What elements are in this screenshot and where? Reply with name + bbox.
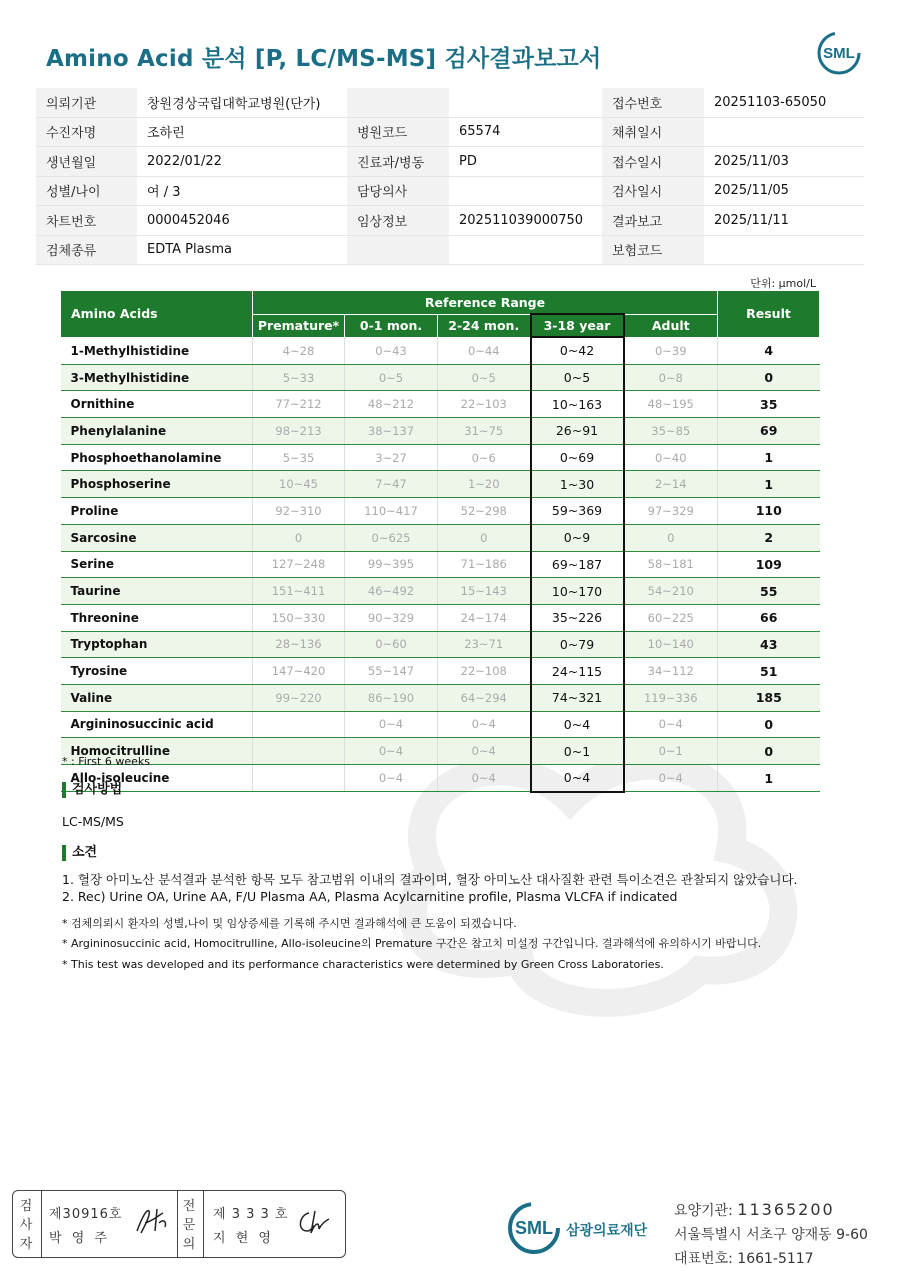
reference-range-cell: 24~115 <box>531 658 624 685</box>
info-row <box>36 88 864 117</box>
reference-range-cell: 0~4 <box>624 711 718 738</box>
info-row <box>36 117 864 147</box>
info-label: 의뢰기관 <box>36 88 137 117</box>
info-label <box>347 235 449 265</box>
amino-acid-name: Tryptophan <box>61 631 253 658</box>
table-row <box>61 604 820 631</box>
doctor-number: 제 3 3 3 호 <box>213 1207 289 1222</box>
table-row <box>61 738 820 765</box>
reference-range-cell: 2~14 <box>624 471 718 498</box>
table-row <box>61 418 820 445</box>
result-cell: 69 <box>718 418 820 445</box>
reference-range-cell: 23~71 <box>438 631 531 658</box>
info-label: 병원코드 <box>347 117 449 147</box>
info-label: 결과보고 <box>602 206 704 236</box>
footer-org-name: 삼광의료재단 <box>566 1223 648 1239</box>
footer-info <box>674 1198 868 1271</box>
reference-range-cell: 92~310 <box>253 498 345 525</box>
reference-range-cell: 0 <box>624 524 718 551</box>
reference-range-cell: 0~6 <box>438 444 531 471</box>
result-cell: 55 <box>718 578 820 605</box>
table-row <box>61 524 820 551</box>
footer-logo <box>508 1200 668 1264</box>
reference-range-cell: 0~9 <box>531 524 624 551</box>
reference-range-cell: 64~294 <box>438 684 531 711</box>
result-cell: 110 <box>718 498 820 525</box>
info-value: 2025/11/03 <box>704 147 864 177</box>
info-label: 담당의사 <box>347 176 449 206</box>
reference-range-cell: 48~212 <box>345 391 438 418</box>
reference-range-cell: 0~4 <box>624 765 718 792</box>
reference-range-cell: 150~330 <box>253 604 345 631</box>
table-row <box>61 711 820 738</box>
reference-range-cell: 10~170 <box>531 578 624 605</box>
result-cell: 0 <box>718 364 820 391</box>
doctor-name: 지 현 영 <box>213 1231 274 1246</box>
reference-range-cell: 59~369 <box>531 498 624 525</box>
result-cell: 109 <box>718 551 820 578</box>
table-row <box>61 658 820 685</box>
amino-acid-name: Sarcosine <box>61 524 253 551</box>
header-result: Result <box>718 291 820 338</box>
reference-range-cell: 1~30 <box>531 471 624 498</box>
reference-range-cell: 0~1 <box>624 738 718 765</box>
reference-range-cell: 46~492 <box>345 578 438 605</box>
header-3-18-year: 3-18 year <box>531 314 624 337</box>
table-row <box>61 765 820 792</box>
reference-range-cell: 119~336 <box>624 684 718 711</box>
reference-range-cell: 10~140 <box>624 631 718 658</box>
amino-acid-name: Tyrosine <box>61 658 253 685</box>
reference-range-cell: 110~417 <box>345 498 438 525</box>
reference-range-cell: 0~43 <box>345 337 438 364</box>
reference-range-cell: 0 <box>438 524 531 551</box>
reference-range-cell: 127~248 <box>253 551 345 578</box>
reference-range-cell: 55~147 <box>345 658 438 685</box>
amino-acid-name: Phosphoethanolamine <box>61 444 253 471</box>
reference-range-cell: 0~4 <box>438 765 531 792</box>
amino-acid-name: Phenylalanine <box>61 418 253 445</box>
reference-range-cell: 5~35 <box>253 444 345 471</box>
amino-acid-name: 3-Methylhistidine <box>61 364 253 391</box>
sml-logo-icon <box>816 30 862 76</box>
reference-range-cell <box>253 765 345 792</box>
result-cell: 1 <box>718 444 820 471</box>
reference-range-cell: 58~181 <box>624 551 718 578</box>
info-row <box>36 147 864 177</box>
reference-range-cell: 24~174 <box>438 604 531 631</box>
table-row <box>61 337 820 364</box>
info-value <box>449 88 602 117</box>
reference-range-cell: 151~411 <box>253 578 345 605</box>
reference-range-cell: 26~91 <box>531 418 624 445</box>
reference-range-cell: 98~213 <box>253 418 345 445</box>
header-0-1-mon: 0-1 mon. <box>345 314 438 337</box>
info-row <box>36 176 864 206</box>
doctor-label: 전문의 <box>182 1199 196 1252</box>
reference-range-cell: 7~47 <box>345 471 438 498</box>
reference-range-cell: 0~60 <box>345 631 438 658</box>
footer-code: 11365200 <box>737 1200 835 1219</box>
reference-range-cell: 0~5 <box>345 364 438 391</box>
reference-range-cell: 48~195 <box>624 391 718 418</box>
info-value: 2025/11/11 <box>704 206 864 236</box>
reference-range-cell: 10~163 <box>531 391 624 418</box>
amino-acid-name: Taurine <box>61 578 253 605</box>
table-row <box>61 578 820 605</box>
report-title: Amino Acid 분석 [P, LC/MS-MS] 검사결과보고서 <box>46 46 602 72</box>
logo-text: SML <box>823 45 855 62</box>
info-value: EDTA Plasma <box>137 235 347 265</box>
reference-range-cell: 77~212 <box>253 391 345 418</box>
amino-acid-name: Proline <box>61 498 253 525</box>
reference-range-cell: 1~20 <box>438 471 531 498</box>
reference-range-cell: 35~226 <box>531 604 624 631</box>
footnote: * : First 6 weeks <box>62 755 150 768</box>
reference-range-cell: 147~420 <box>253 658 345 685</box>
result-cell: 66 <box>718 604 820 631</box>
reference-range-cell: 69~187 <box>531 551 624 578</box>
info-value: 202511039000750 <box>449 206 602 236</box>
amino-acid-name: Serine <box>61 551 253 578</box>
info-label: 임상정보 <box>347 206 449 236</box>
reference-range-cell: 74~321 <box>531 684 624 711</box>
reference-range-cell: 3~27 <box>345 444 438 471</box>
amino-acid-name: Homocitrulline <box>61 738 253 765</box>
reference-range-cell: 15~143 <box>438 578 531 605</box>
table-row <box>61 444 820 471</box>
reference-range-cell: 0~625 <box>345 524 438 551</box>
result-cell: 2 <box>718 524 820 551</box>
table-row <box>61 551 820 578</box>
footer-phone: 1661-5117 <box>737 1251 814 1267</box>
info-label: 보험코드 <box>602 235 704 265</box>
reference-range-cell: 0~4 <box>531 711 624 738</box>
reference-range-cell: 86~190 <box>345 684 438 711</box>
reference-range-cell: 38~137 <box>345 418 438 445</box>
reference-range-cell: 0~4 <box>438 738 531 765</box>
tester-signature-icon <box>133 1205 173 1237</box>
result-cell: 185 <box>718 684 820 711</box>
reference-range-cell: 52~298 <box>438 498 531 525</box>
tester-label: 검사자 <box>19 1199 33 1252</box>
unit-label: 단위: μmol/L <box>750 277 816 290</box>
amino-acid-name: Threonine <box>61 604 253 631</box>
reference-range-cell: 0~5 <box>438 364 531 391</box>
reference-range-cell: 0~8 <box>624 364 718 391</box>
header-adult: Adult <box>624 314 718 337</box>
reference-range-cell: 71~186 <box>438 551 531 578</box>
info-label: 성별/나이 <box>36 176 137 206</box>
info-label: 수진자명 <box>36 117 137 147</box>
reference-range-cell: 99~220 <box>253 684 345 711</box>
result-cell: 43 <box>718 631 820 658</box>
reference-range-cell: 0~42 <box>531 337 624 364</box>
reference-range-cell: 90~329 <box>345 604 438 631</box>
reference-range-cell: 0~79 <box>531 631 624 658</box>
amino-acid-name: Allo-isoleucine <box>61 765 253 792</box>
info-label <box>347 88 449 117</box>
table-row <box>61 364 820 391</box>
reference-range-cell: 0~4 <box>531 765 624 792</box>
method-section-title: 검사방법 <box>62 782 122 798</box>
info-label: 접수번호 <box>602 88 704 117</box>
reference-range-cell: 28~136 <box>253 631 345 658</box>
header-premature: Premature* <box>253 314 345 337</box>
info-label: 생년월일 <box>36 147 137 177</box>
reference-range-cell: 0 <box>253 524 345 551</box>
info-value: PD <box>449 147 602 177</box>
reference-range-cell: 34~112 <box>624 658 718 685</box>
reference-range-cell: 22~108 <box>438 658 531 685</box>
tester-number: 제30916호 <box>49 1207 123 1222</box>
opinion-section-title: 소견 <box>62 845 97 861</box>
reference-range-cell: 0~4 <box>345 765 438 792</box>
reference-range-cell: 0~40 <box>624 444 718 471</box>
reference-range-cell: 0~44 <box>438 337 531 364</box>
info-value: 2025/11/05 <box>704 176 864 206</box>
info-label: 차트번호 <box>36 206 137 236</box>
amino-acid-table <box>60 290 820 793</box>
sml-footer-logo-icon <box>508 1200 668 1260</box>
info-label: 진료과/병동 <box>347 147 449 177</box>
reference-range-cell: 5~33 <box>253 364 345 391</box>
info-value <box>704 235 864 265</box>
info-label: 접수일시 <box>602 147 704 177</box>
info-label: 검사일시 <box>602 176 704 206</box>
footer-address: 서울특별시 서초구 양재동 9-60 <box>674 1227 868 1243</box>
tester-name: 박 영 주 <box>49 1231 110 1246</box>
info-value <box>704 117 864 147</box>
table-row <box>61 471 820 498</box>
result-cell: 0 <box>718 711 820 738</box>
info-row <box>36 235 864 265</box>
table-row <box>61 498 820 525</box>
footer-phone-label: 대표번호: <box>674 1251 733 1267</box>
reference-range-cell: 99~395 <box>345 551 438 578</box>
table-row <box>61 684 820 711</box>
reference-range-cell: 35~85 <box>624 418 718 445</box>
info-value: 여 / 3 <box>137 176 347 206</box>
reference-range-cell: 0~69 <box>531 444 624 471</box>
info-value: 2022/01/22 <box>137 147 347 177</box>
header-2-24-mon: 2-24 mon. <box>438 314 531 337</box>
amino-acid-name: Phosphoserine <box>61 471 253 498</box>
opinion-line-2: 2. Rec) Urine OA, Urine AA, F/U Plasma AA, Plasma Acylcarnitine profile, Plasma VLCFA if indicated <box>62 889 678 904</box>
reference-range-cell: 4~28 <box>253 337 345 364</box>
note-1: * 검체의뢰시 환자의 성별,나이 및 임상증세를 기록해 주시면 결과해석에 큰 도움이 되겠습니다. <box>62 917 517 930</box>
result-cell: 1 <box>718 765 820 792</box>
reference-range-cell: 0~39 <box>624 337 718 364</box>
amino-acid-name: 1-Methylhistidine <box>61 337 253 364</box>
patient-info-table <box>36 88 864 265</box>
doctor-signature-icon <box>295 1207 339 1237</box>
info-label: 채취일시 <box>602 117 704 147</box>
footer-code-label: 요양기관: <box>674 1203 733 1219</box>
result-cell: 4 <box>718 337 820 364</box>
note-3: * This test was developed and its performance characteristics were determined by Green Cross Laboratories. <box>62 958 664 971</box>
info-value <box>449 176 602 206</box>
reference-range-cell: 60~225 <box>624 604 718 631</box>
amino-acid-name: Ornithine <box>61 391 253 418</box>
amino-acid-name: Valine <box>61 684 253 711</box>
reference-range-cell: 0~4 <box>438 711 531 738</box>
result-cell: 1 <box>718 471 820 498</box>
reference-range-cell: 10~45 <box>253 471 345 498</box>
info-value: 20251103-65050 <box>704 88 864 117</box>
info-value <box>449 235 602 265</box>
opinion-line-1: 1. 혈장 아미노산 분석결과 분석한 항목 모두 참고범위 이내의 결과이며, 혈장 아미노산 대사질환 관련 특이소견은 관찰되지 않았습니다. <box>62 872 798 887</box>
info-row <box>36 206 864 236</box>
table-row <box>61 631 820 658</box>
table-row <box>61 391 820 418</box>
reference-range-cell <box>253 738 345 765</box>
header-reference-range: Reference Range <box>253 291 718 315</box>
reference-range-cell: 97~329 <box>624 498 718 525</box>
info-value: 65574 <box>449 117 602 147</box>
reference-range-cell: 22~103 <box>438 391 531 418</box>
info-value: 조하린 <box>137 117 347 147</box>
reference-range-cell: 0~4 <box>345 738 438 765</box>
footer-logo-text: SML <box>515 1218 553 1238</box>
signature-box <box>12 1190 346 1258</box>
note-2: * Argininosuccinic acid, Homocitrulline, Allo-isoleucine의 Premature 구간은 참고치 미설정 구간입니다. 결과해석에 유의하시기 바랍니다. <box>62 937 762 950</box>
result-cell: 51 <box>718 658 820 685</box>
reference-range-cell <box>253 711 345 738</box>
reference-range-cell: 0~4 <box>345 711 438 738</box>
reference-range-cell: 31~75 <box>438 418 531 445</box>
reference-range-cell: 54~210 <box>624 578 718 605</box>
info-value: 창원경상국립대학교병원(단가) <box>137 88 347 117</box>
info-value: 0000452046 <box>137 206 347 236</box>
reference-range-cell: 0~1 <box>531 738 624 765</box>
method-text: LC-MS/MS <box>62 814 124 829</box>
reference-range-cell: 0~5 <box>531 364 624 391</box>
amino-acid-name: Argininosuccinic acid <box>61 711 253 738</box>
info-label: 검체종류 <box>36 235 137 265</box>
result-cell: 35 <box>718 391 820 418</box>
result-cell: 0 <box>718 738 820 765</box>
header-amino-acids: Amino Acids <box>61 291 253 338</box>
